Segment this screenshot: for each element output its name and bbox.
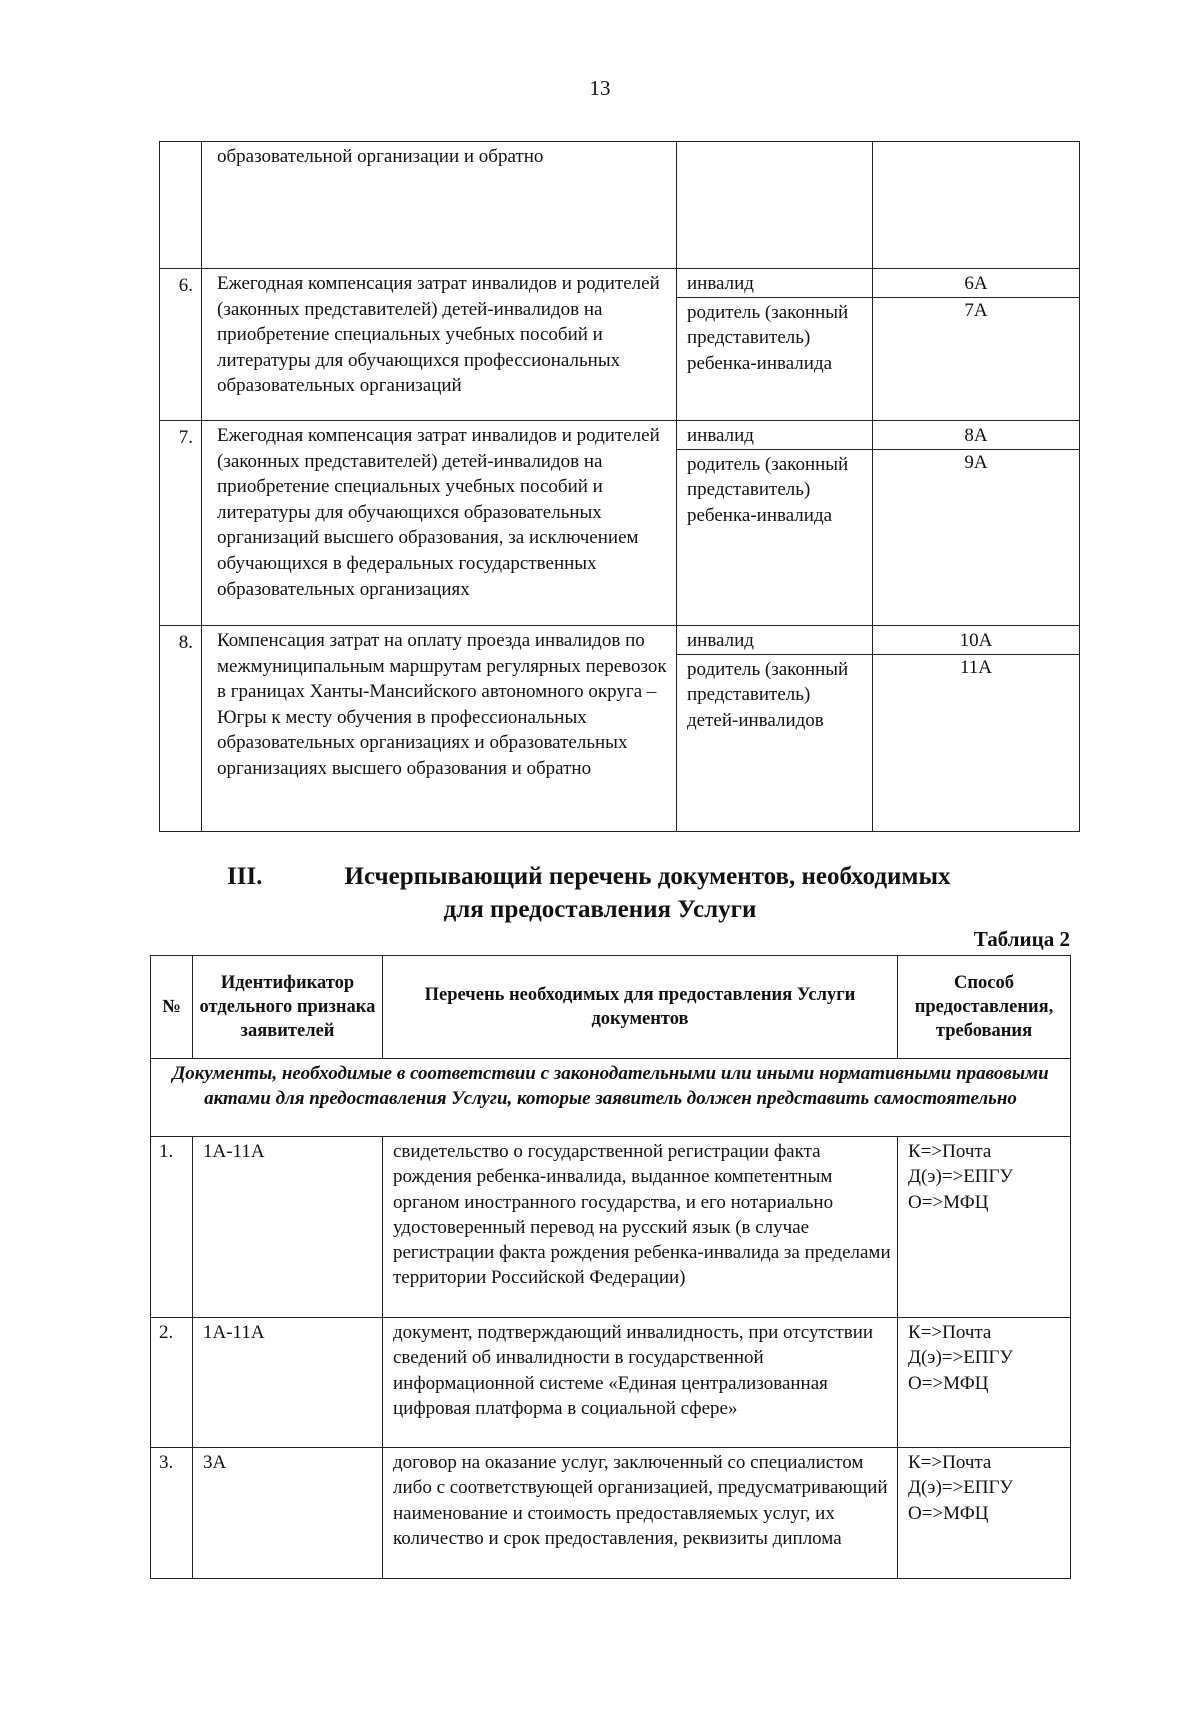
document-description: документ, подтверждающий инвалидность, при отсутствии сведений об инвалидности в государственной информационной системе «Единая централизованная цифровая платформа в социальной сфере» — [383, 1318, 898, 1448]
section-title-line-2: для предоставления Услуги — [443, 896, 757, 923]
method-item: К=>Почта — [908, 1452, 992, 1473]
group-heading-row — [151, 1059, 1071, 1137]
header-identifier: Идентификатор отдельного признака заявителей — [193, 956, 383, 1059]
code-cell — [873, 269, 1080, 421]
method-item: К=>Почта — [908, 1322, 992, 1343]
section-heading — [0, 860, 1200, 926]
service-description: Ежегодная компенсация затрат инвалидов и родителей (законных представителей) детей-инвалидов на приобретение специальных учебных пособий и литературы для обучающихся образовательных организаций высшего образования, за исключением обучающихся в федеральных государственных образовательных организациях — [202, 421, 677, 626]
code-cell — [873, 421, 1080, 626]
applicant-code: 11А — [959, 656, 993, 678]
method-item: О=>МФЦ — [908, 1191, 989, 1213]
row-number: 3. — [151, 1448, 193, 1579]
submission-methods — [898, 1318, 1071, 1448]
submission-methods — [898, 1448, 1071, 1579]
header-number: № — [151, 956, 193, 1059]
applicant-cell — [677, 626, 873, 832]
method-item: О=>МФЦ — [908, 1372, 989, 1394]
row-number: 1. — [151, 1137, 193, 1318]
service-description: Компенсация затрат на оплату проезда инвалидов по межмуниципальным маршрутам регулярных перевозок в границах Ханты-Мансийского автономного округа – Югры к месту обучения в профессиональных образовательных организациях и образовательных организациях высшего образования и обратно — [202, 626, 677, 832]
row-number: 6. — [160, 269, 202, 421]
table-row — [151, 1137, 1071, 1318]
service-description: Ежегодная компенсация затрат инвалидов и родителей (законных представителей) детей-инвалидов на приобретение специальных учебных пособий и литературы для обучающихся профессиональных образовательных организаций — [202, 269, 677, 421]
header-documents: Перечень необходимых для предоставления Услуги документов — [383, 956, 898, 1059]
table-row — [160, 421, 1080, 626]
method-item: О=>МФЦ — [908, 1502, 989, 1524]
documents-table — [150, 955, 1071, 1579]
applicant-type: родитель (законный представитель) ребенка-инвалида — [687, 301, 849, 374]
table-caption: Таблица 2 — [973, 927, 1070, 951]
applicant-cell — [677, 269, 873, 421]
section-title-line-1: Исчерпывающий перечень документов, необходимых — [344, 863, 951, 890]
document-description: свидетельство о государственной регистрации факта рождения ребенка-инвалида, выданное компетентным органом иностранного государства, и его нотариально удостоверенный перевод на русский язык (в случае регистрации факта рождения ребенка-инвалида за пределами территории Российской Федерации) — [383, 1137, 898, 1318]
table-row — [151, 1448, 1071, 1579]
code-cell — [873, 142, 1080, 269]
applicant-code: 9А — [964, 451, 988, 473]
method-item: К=>Почта — [908, 1141, 992, 1162]
applicant-code: 10А — [873, 626, 1079, 655]
page-number: 13 — [589, 76, 611, 100]
applicant-code: 8А — [873, 421, 1079, 450]
applicant-type: инвалид — [677, 421, 872, 450]
applicant-type: инвалид — [677, 626, 872, 655]
applicant-type: родитель (законный представитель) детей-инвалидов — [687, 658, 849, 731]
services-table-continued — [159, 141, 1080, 832]
header-method: Способ предоставления, требования — [898, 956, 1071, 1059]
applicant-code: 7А — [964, 299, 988, 321]
applicant-identifier: 3А — [193, 1448, 383, 1579]
table-row — [160, 142, 1080, 269]
table-header-row — [151, 956, 1071, 1059]
row-number: 7. — [160, 421, 202, 626]
service-description: образовательной организации и обратно — [202, 142, 677, 269]
row-number: 2. — [151, 1318, 193, 1448]
method-item: Д(э)=>ЕПГУ — [908, 1166, 1013, 1188]
applicant-identifier: 1А-11А — [193, 1318, 383, 1448]
applicant-type: родитель (законный представитель) ребенка-инвалида — [687, 453, 849, 526]
applicant-code: 6А — [873, 269, 1079, 298]
submission-methods — [898, 1137, 1071, 1318]
section-number: III. — [227, 863, 263, 890]
table-row — [160, 626, 1080, 832]
method-item: Д(э)=>ЕПГУ — [908, 1347, 1013, 1369]
applicant-cell — [677, 142, 873, 269]
row-number: 8. — [160, 626, 202, 832]
table-row — [151, 1318, 1071, 1448]
code-cell — [873, 626, 1080, 832]
group-heading: Документы, необходимые в соответствии с законодательными или иными нормативными правовыми актами для предоставления Услуги, которые заявитель должен представить самостоятельно — [151, 1059, 1071, 1137]
table-row — [160, 269, 1080, 421]
document-description: договор на оказание услуг, заключенный со специалистом либо с соответствующей организацией, предусматривающий наименование и стоимость предоставляемых услуг, их количество и срок предоставления, реквизиты диплома — [383, 1448, 898, 1579]
applicant-cell — [677, 421, 873, 626]
applicant-type: инвалид — [677, 269, 872, 298]
applicant-identifier: 1А-11А — [193, 1137, 383, 1318]
method-item: Д(э)=>ЕПГУ — [908, 1477, 1013, 1499]
row-number — [160, 142, 202, 269]
